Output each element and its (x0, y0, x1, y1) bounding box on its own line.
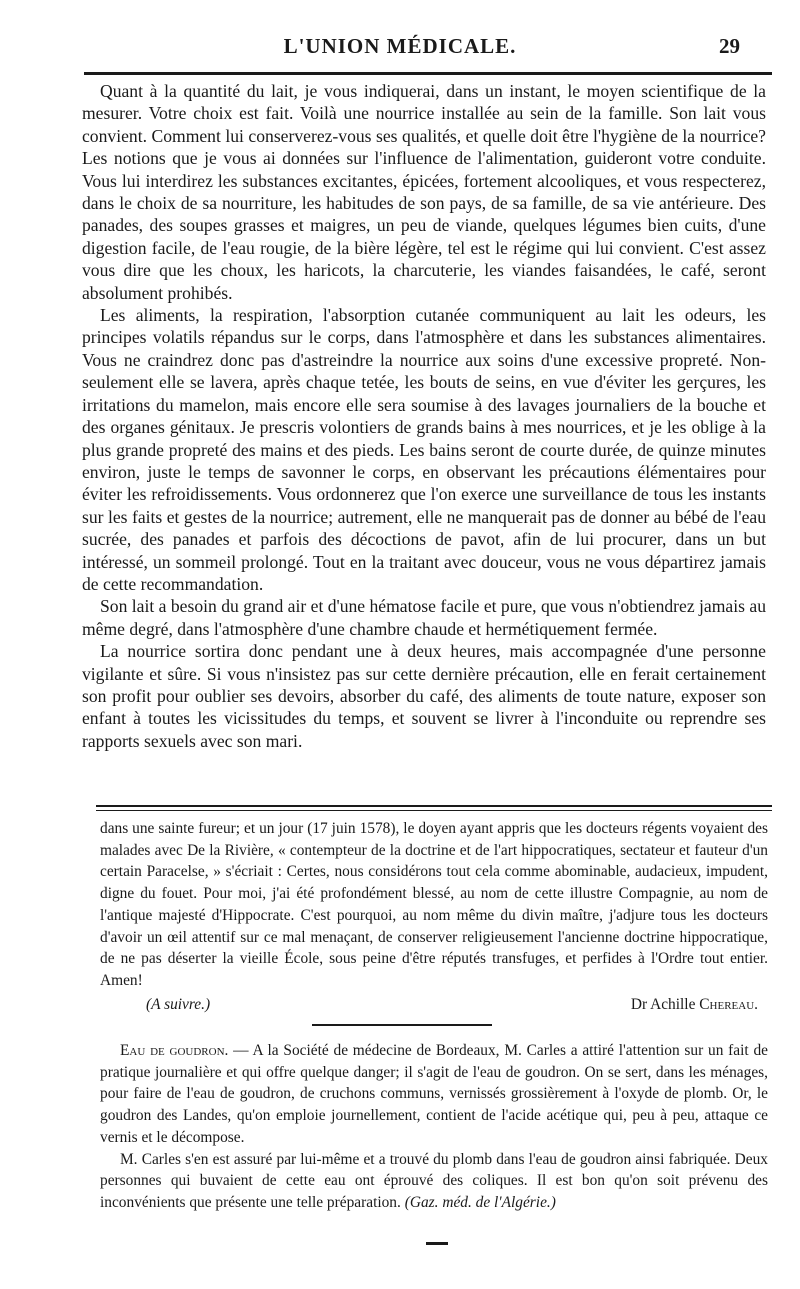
paragraph: La nourrice sortira donc pendant une à deux heures, mais accompagnée d'une personne vigilante et sûre. Si vous n'insistez pas sur cette dernière précaution, elle en ferait certainement son profit pour oublier ses devoirs, absorber du café, des aliments de toute nature, exposer son enfant à toutes les vicissitudes du temps, et souvent se livrer à l'inconduite ou reprendre ses rapports sexuels avec son mari. (82, 641, 766, 751)
author-signature (631, 994, 758, 1016)
section-separator (312, 1024, 492, 1026)
footnote-paragraph: dans une sainte fureur; et un jour (17 juin 1578), le doyen ayant appris que les docteurs régents voyaient des malades avec De la Rivière, « contempteur de la doctrine et de l'art hippocratiques, sectateur et fauteur d'un certain Paracelse, » s'écriait : Certes, nous considérons tout cela comme abominable, audacieux, impudent, digne du fouet. Pour moi, j'ai été profondément blessé, au nom de cette illustre Compagnie, au nom de l'antique majesté d'Hippocrate. C'est pourquoi, au nom même du divin maître, j'adjure tous les docteurs d'avoir un œil attentif sur ce mal menaçant, de conserver religieusement l'ancienne doctrine hippocratique, de ne pas déserter la vieille École, sous peine d'être réputés transfuges, et perfides à l'Ordre tout entier. Amen! (100, 820, 768, 989)
news-paragraph (100, 1040, 768, 1149)
paragraph: Son lait a besoin du grand air et d'une hématose facile et pure, que vous n'obtiendrez jamais au même degré, dans l'atmosphère d'une chambre chaude et hermétiquement fermée. (82, 596, 766, 639)
author-surname: Chereau. (699, 995, 758, 1013)
footnote-continuation (100, 818, 768, 1016)
journal-title: L'UNION MÉDICALE. (283, 34, 517, 58)
news-paragraph-2 (100, 1149, 768, 1214)
signature-line (100, 994, 768, 1016)
page-header (0, 34, 800, 64)
paragraph: Quant à la quantité du lait, je vous indiquerai, dans un instant, le moyen scientifique de la mesurer. Votre choix est fait. Voilà une nourrice installée au sein de la famille. Son lait vous convient. Comment lui conserverez-vous ses qualités, et quelle doit être l'hygiène de la nourrice? Les notions que je vous ai données sur l'influence de l'alimentation, guideront votre conduite. Vous lui interdirez les substances excitantes, épicées, fortement alcooliques, et vous respecterez, dans le choix de sa nourriture, les habitudes de son pays, de sa famille, de sa vie antérieure. Des panades, des soupes grasses et maigres, un peu de viande, quelques légumes bien cuits, d'une digestion facile, de l'eau rougie, de la bière légère, tel est le régime qui lui convient. C'est assez vous dire que les choux, les haricots, la charcuterie, les viandes faisandées, le café, seront absolument prohibés. (82, 81, 766, 303)
paragraph: Les aliments, la respiration, l'absorption cutanée communiquent au lait les odeurs, les principes volatils répandus sur le corps, dans l'atmosphère et dans les substances alimentaires. Vous ne craindrez donc pas d'astreindre la nourrice aux soins d'une excessive propreté. Non-seulement elle se lavera, après chaque tetée, les bouts de seins, en vue d'éviter les gerçures, les irritations du mamelon, mais encore elle sera soumise à des lavages journaliers de la bouche et des organes génitaux. Je prescris volontiers de grands bains à mes nourrices, et je les oblige à la plus grande propreté des mains et des pieds. Les bains seront de courte durée, de quinze minutes environ, juste le temps de savonner le corps, en observant les précautions élémentaires pour éviter les refroidissements. Vous ordonnerez que l'on exerce une surveillance de tous les instants sur les faits et gestes de la nourrice; autrement, elle ne manquerait pas de donner au bébé de l'eau sucrée, des panades et parfois des décoctions de pavot, afin de lui procurer, dans un but intéressé, un sommeil prolongé. Tout en la traitant avec douceur, vous ne vous départirez jamais de cette recommandation. (82, 305, 766, 594)
news-body-2: M. Carles s'en est assuré par lui-même et a trouvé du plomb dans l'eau de goudron ainsi fabriquée. Deux personnes qui buvaient de cette eau ont éprouvé des coliques. Il est bon qu'on soit prévenu des inconvénients que présente une telle préparation. (100, 1150, 768, 1211)
author-prefix: Dr Achille (630, 995, 700, 1013)
footnote-rule (96, 805, 772, 807)
news-source: (Gaz. méd. de l'Algérie.) (404, 1193, 556, 1211)
page-number: 29 (719, 34, 740, 58)
to-be-continued-note: (A suivre.) (146, 995, 211, 1013)
news-title: Eau de goudron. (120, 1042, 229, 1059)
main-article (82, 80, 766, 752)
header-rule (84, 72, 772, 75)
news-item (100, 1040, 768, 1214)
end-mark (426, 1242, 448, 1245)
news-body: — A la Société de médecine de Bordeaux, M. Carles a attiré l'attention sur un fait de pratique journalière et qui offre quelque danger; il s'agit de l'eau de goudron. On se sert, dans les ménages, pour faire de l'eau de goudron, de cruchons communs, vernissés grossièrement à l'oxyde de plomb. Or, le goudron des Landes, qu'on emploie journellement, contient de l'acide acétique qui, peu à peu, attaque ce vernis et le décompose. (100, 1042, 768, 1146)
footnote-rule-thin (96, 810, 772, 811)
